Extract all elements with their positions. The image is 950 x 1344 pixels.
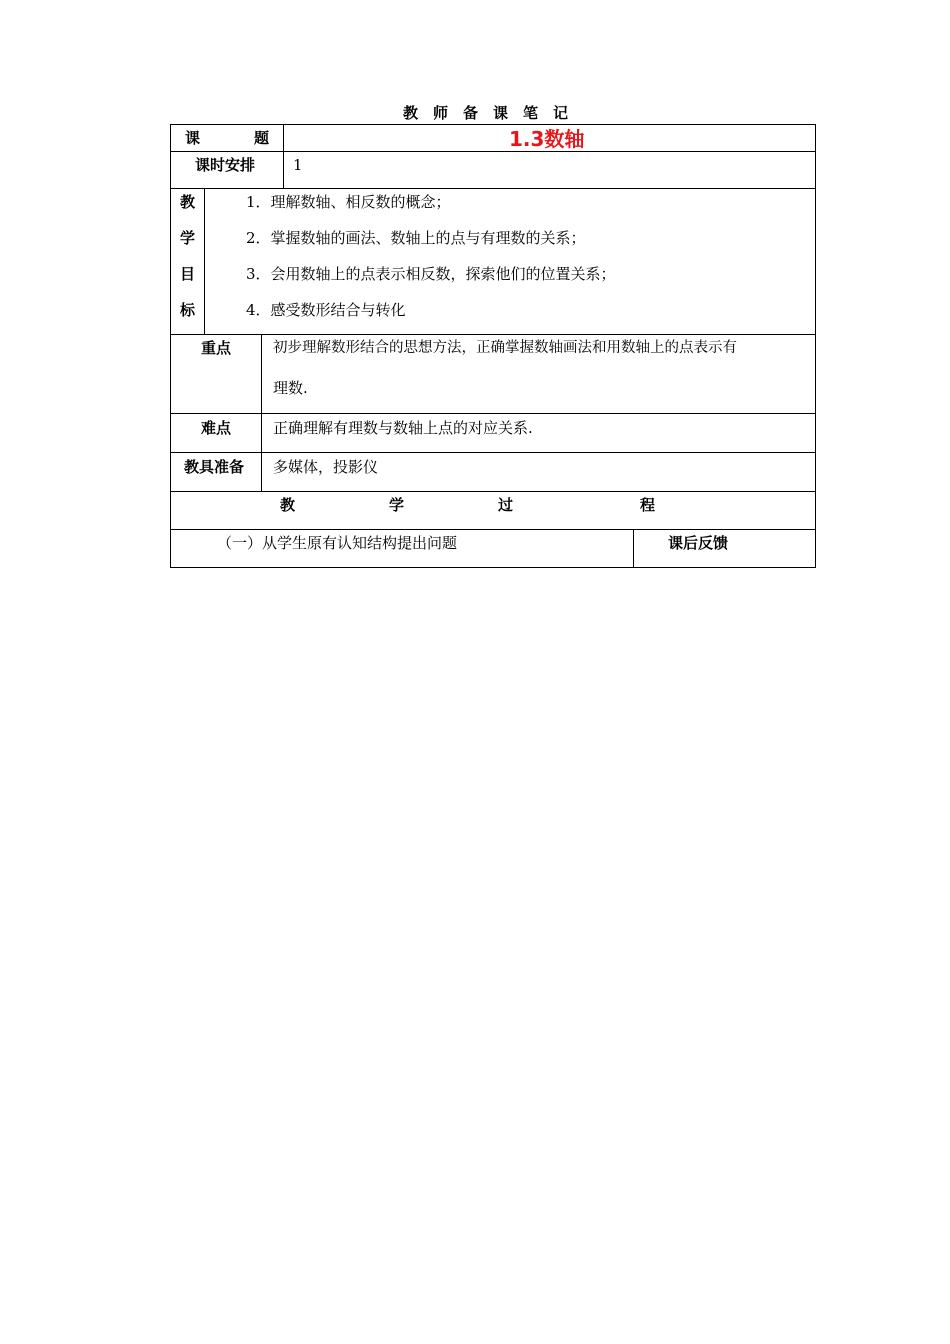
- row-divider: [171, 188, 815, 189]
- column-divider: [261, 334, 262, 491]
- document-title: 教师备课笔记: [402, 104, 583, 122]
- feedback-label: 课后反馈: [668, 534, 729, 552]
- row-divider: [171, 413, 815, 414]
- row-divider: [171, 452, 815, 453]
- key-point-line-1: 初步理解数形结合的思想方法，正确掌握数轴画法和用数轴上的点表示有: [273, 340, 737, 356]
- materials-label: 教具准备: [184, 458, 245, 476]
- key-point-label: 重点: [201, 339, 232, 357]
- key-point-line-2: 理数.: [273, 379, 308, 397]
- objective-item: 4．感受数形结合与转化: [246, 301, 406, 319]
- process-heading-char: 学: [389, 496, 405, 514]
- materials-text: 多媒体，投影仪: [273, 458, 379, 476]
- objective-item: 1．理解数轴、相反数的概念；: [246, 193, 451, 211]
- lesson-plan-table: [170, 124, 816, 568]
- topic-value: 1.3数轴: [509, 127, 585, 151]
- process-heading-char: 过: [498, 496, 514, 514]
- difficulty-text: 正确理解有理数与数轴上点的对应关系.: [273, 419, 533, 437]
- objective-item: 3．会用数轴上的点表示相反数，探索他们的位置关系；: [246, 265, 616, 283]
- column-divider: [633, 529, 634, 567]
- process-section-1: （一）从学生原有认知结构提出问题: [217, 534, 458, 552]
- objectives-label-char: 目: [180, 265, 196, 283]
- schedule-value: 1: [293, 156, 303, 174]
- objectives-label-char: 标: [180, 301, 196, 319]
- row-divider: [171, 529, 815, 530]
- objective-item: 2．掌握数轴的画法、数轴上的点与有理数的关系；: [246, 229, 586, 247]
- row-divider: [171, 334, 815, 335]
- row-divider: [171, 151, 815, 152]
- schedule-label: 课时安排: [195, 156, 256, 174]
- row-divider: [171, 491, 815, 492]
- process-heading-char: 教: [280, 496, 296, 514]
- difficulty-label: 难点: [201, 419, 232, 437]
- column-divider: [204, 188, 205, 334]
- topic-label-right: 题: [253, 129, 269, 147]
- topic-label-left: 课: [185, 129, 201, 147]
- topic-label: [185, 128, 269, 148]
- objectives-label-char: 教: [180, 193, 196, 211]
- objectives-label-char: 学: [180, 229, 196, 247]
- column-divider: [283, 125, 284, 188]
- process-heading-char: 程: [640, 496, 656, 514]
